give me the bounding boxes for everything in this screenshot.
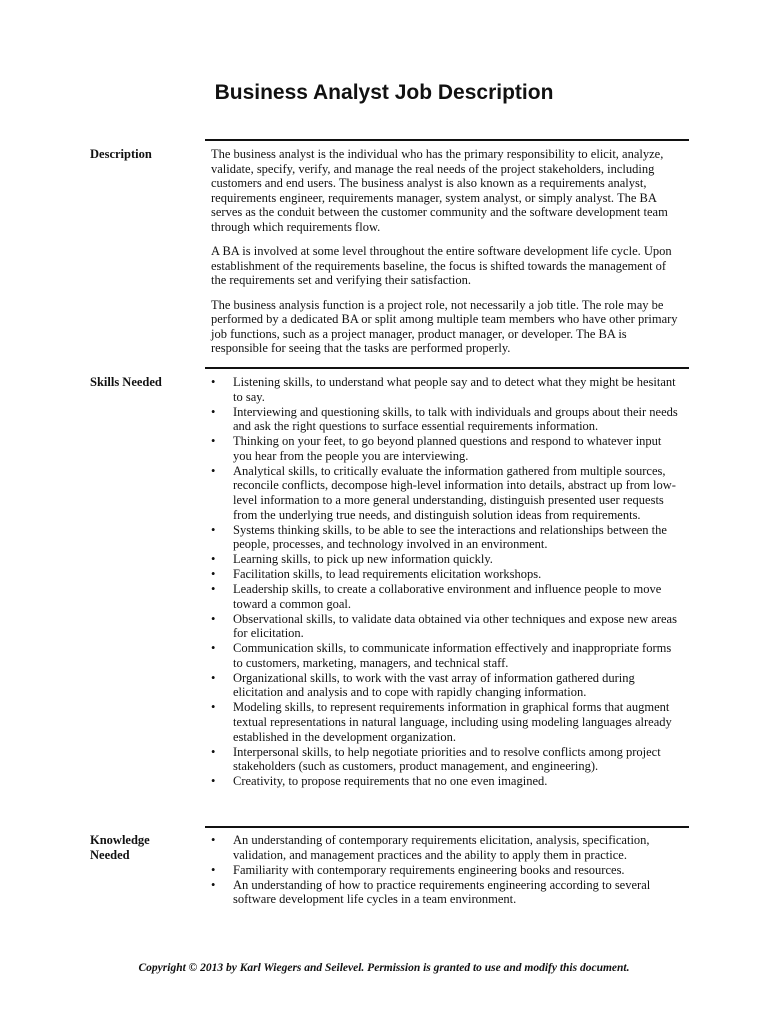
bullet-icon: •: [211, 774, 216, 789]
knowledge-label-line: Needed: [90, 848, 130, 862]
bullet-icon: •: [211, 567, 216, 582]
list-item: [211, 582, 681, 611]
description-body: [211, 147, 681, 366]
list-item: [211, 612, 681, 641]
skill-text: Listening skills, to understand what people say and to detect what they might be hesitant to say.: [233, 375, 676, 404]
bullet-icon: •: [211, 862, 216, 877]
skill-text: Organizational skills, to work with the vast array of information gathered during elicitation and analysis and to cope with rapidly changing information.: [233, 670, 635, 700]
skill-text: Facilitation skills, to lead requirements elicitation workshops.: [233, 567, 542, 582]
bullet-icon: •: [211, 877, 216, 892]
knowledge-text: An understanding of how to practice requirements engineering according to several software development life cycles in a team environment.: [233, 877, 651, 907]
bullet-icon: •: [211, 582, 216, 597]
skill-text: Interpersonal skills, to help negotiate priorities and to resolve conflicts among project stakeholders (such as customers, product management, and engineering).: [233, 744, 661, 774]
page-title: Business Analyst Job Description: [214, 81, 554, 104]
list-item: [211, 552, 681, 567]
skill-text: Observational skills, to validate data obtained via other techniques and expose new areas for elicitation.: [233, 611, 677, 641]
list-item: [211, 671, 681, 700]
skill-text: Systems thinking skills, to be able to see the interactions and relationships between the people, processes, and technology involved in an environment.: [233, 522, 667, 552]
list-item: [211, 523, 681, 552]
knowledge-text: An understanding of contemporary requirements elicitation, analysis, specification, validation, and management practices and the ability to apply them in practice.: [233, 833, 650, 862]
list-item: [211, 863, 681, 878]
description-paragraph: A BA is involved at some level throughout the entire software development life cycle. Upon establishment of the requirements baseline, the focus is shifted towards the management of the requirements set and verifying their satisfaction.: [211, 244, 672, 287]
list-item: [211, 745, 681, 774]
bullet-icon: •: [211, 463, 216, 478]
skills-label: Skills Needed: [90, 375, 162, 389]
bullet-icon: •: [211, 744, 216, 759]
knowledge-text: Familiarity with contemporary requirements engineering books and resources.: [233, 862, 625, 877]
list-item: [211, 375, 681, 404]
bullet-icon: •: [211, 700, 216, 715]
list-item: [211, 405, 681, 434]
skills-list: [211, 375, 681, 789]
skill-text: Communication skills, to communicate information effectively and inappropriate forms to customers, marketing, managers, and technical staff.: [233, 641, 672, 670]
bullet-icon: •: [211, 641, 216, 656]
copyright-footer: Copyright © 2013 by Karl Wiegers and Seilevel. Permission is granted to use and modify this document.: [138, 962, 630, 974]
skill-text: Analytical skills, to critically evaluate the information gathered from multiple sources, reconcile conflicts, decompose high-level information into details, abstract up from low-level information to a more general understanding, distinguish presented user requests from the underlying true needs, and distinguish solution ideas from requirements.: [233, 463, 676, 522]
bullet-icon: •: [211, 404, 216, 419]
skill-text: Modeling skills, to represent requirements information in graphical forms that augment textual representations in natural language, including using modeling languages already established in the development organization.: [233, 700, 672, 744]
bullet-icon: •: [211, 670, 216, 685]
knowledge-list: [211, 833, 681, 907]
list-item: [211, 641, 681, 670]
bullet-icon: •: [211, 611, 216, 626]
list-item: [211, 833, 681, 862]
skill-text: Interviewing and questioning skills, to talk with individuals and groups about their needs and ask the right questions to surface essential requirements information.: [233, 404, 678, 434]
bullet-icon: •: [211, 833, 216, 847]
bullet-icon: •: [211, 522, 216, 537]
section-divider: [205, 139, 689, 141]
skill-text: Thinking on your feet, to go beyond planned questions and respond to whatever input you hear from the people you are interviewing.: [233, 434, 662, 463]
list-item: [211, 464, 681, 522]
skill-text: Learning skills, to pick up new information quickly.: [233, 552, 493, 567]
bullet-icon: •: [211, 375, 216, 389]
section-divider: [205, 826, 689, 828]
description-label: Description: [90, 147, 152, 161]
list-item: [211, 878, 681, 907]
list-item: [211, 774, 681, 789]
list-item: [211, 434, 681, 463]
list-item: [211, 567, 681, 582]
description-paragraph: The business analysis function is a project role, not necessarily a job title. The role may be performed by a dedicated BA or split among multiple team members who have other primary job functions, such as a project manager, product manager, or developer. The BA is responsible for seeing that the tasks are performed properly.: [211, 297, 678, 355]
skill-text: Leadership skills, to create a collaborative environment and influence people to move toward a common goal.: [233, 582, 662, 611]
skill-text: Creativity, to propose requirements that no one even imagined.: [233, 774, 548, 789]
bullet-icon: •: [211, 434, 216, 449]
list-item: [211, 700, 681, 744]
section-divider: [205, 367, 689, 369]
knowledge-label-line: Knowledge: [90, 833, 150, 847]
bullet-icon: •: [211, 552, 216, 567]
description-paragraph: The business analyst is the individual who has the primary responsibility to elicit, analyze, validate, specify, verify, and manage the real needs of the project stakeholders, including customers and end users. The business analyst is also known as a requirements analyst, requirements engineer, requirements manager, system analyst, or simply analyst. The BA serves as the conduit between the customer community and the software development team through which requirements flow.: [211, 147, 668, 234]
knowledge-label: [90, 833, 200, 863]
